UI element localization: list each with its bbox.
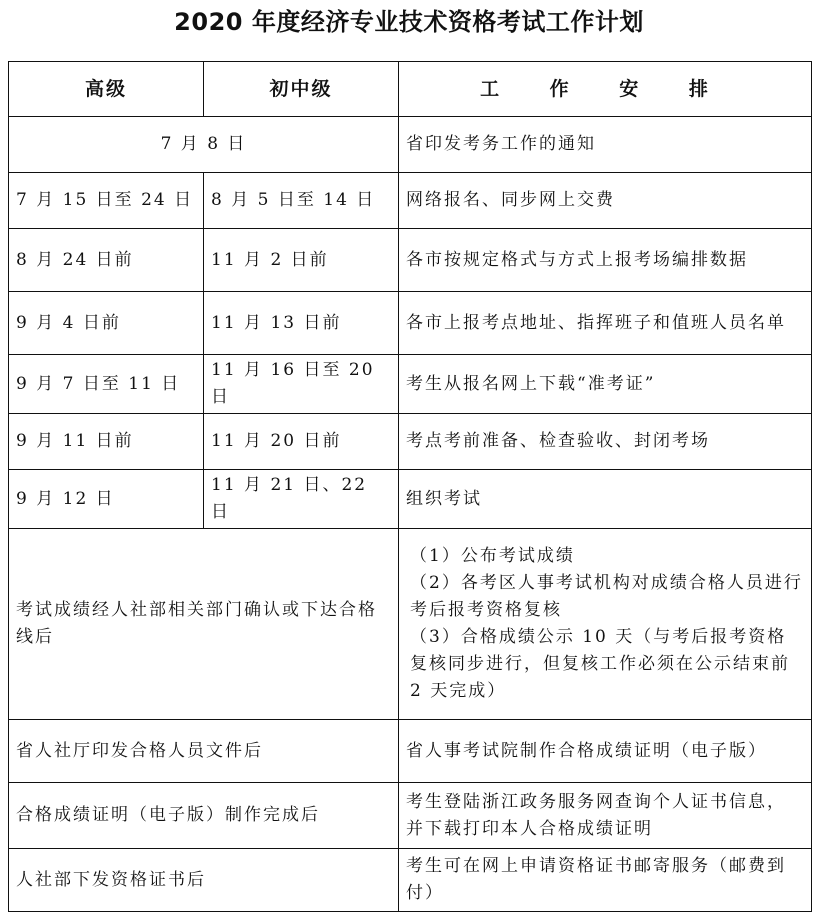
junior-date-cell: 11 月 20 日前 xyxy=(204,414,399,470)
table-row xyxy=(9,849,812,912)
arrangement-cell: 各市按规定格式与方式上报考场编排数据 xyxy=(399,229,812,292)
table-row xyxy=(9,470,812,529)
header-arrangement: 工 作 安 排 xyxy=(399,62,812,117)
arrangement-item: （1）公布考试成绩 xyxy=(410,546,575,566)
condition-cell: 考试成绩经人社部相关部门确认或下达合格线后 xyxy=(9,529,399,720)
table-row xyxy=(9,783,812,849)
table-row xyxy=(9,529,812,720)
senior-date-cell: 9 月 11 日前 xyxy=(9,414,204,470)
condition-cell: 省人社厅印发合格人员文件后 xyxy=(9,720,399,783)
senior-date-cell: 7 月 15 日至 24 日 xyxy=(9,173,204,229)
header-row xyxy=(9,62,812,117)
senior-date-cell: 9 月 7 日至 11 日 xyxy=(9,355,204,414)
arrangement-cell: 考生从报名网上下载“准考证” xyxy=(399,355,812,414)
page-title: 2020 年度经济专业技术资格考试工作计划 xyxy=(174,8,644,36)
arrangement-list-cell xyxy=(399,529,812,720)
table-row xyxy=(9,229,812,292)
condition-cell: 人社部下发资格证书后 xyxy=(9,849,399,912)
junior-date-cell: 11 月 13 日前 xyxy=(204,292,399,355)
schedule-table xyxy=(8,61,812,912)
senior-date-cell: 9 月 12 日 xyxy=(9,470,204,529)
arrangement-cell: 各市上报考点地址、指挥班子和值班人员名单 xyxy=(399,292,812,355)
junior-date-cell: 11 月 16 日至 20 日 xyxy=(204,355,399,414)
arrangement-cell: 考生可在网上申请资格证书邮寄服务（邮费到付） xyxy=(399,849,812,912)
junior-date-cell: 11 月 21 日、22 日 xyxy=(204,470,399,529)
table-row xyxy=(9,414,812,470)
arrangement-cell: 省印发考务工作的通知 xyxy=(399,117,812,173)
arrangement-cell: 考生登陆浙江政务服务网查询个人证书信息，并下载打印本人合格成绩证明 xyxy=(399,783,812,849)
senior-date-cell: 9 月 4 日前 xyxy=(9,292,204,355)
senior-date-cell: 8 月 24 日前 xyxy=(9,229,204,292)
arrangement-item: （2）各考区人事考试机构对成绩合格人员进行考后报考资格复核 xyxy=(410,573,803,620)
table-row xyxy=(9,292,812,355)
table-row xyxy=(9,720,812,783)
header-senior: 高级 xyxy=(9,62,204,117)
shared-date-cell: 7 月 8 日 xyxy=(9,117,399,173)
table-row xyxy=(9,173,812,229)
arrangement-cell: 省人事考试院制作合格成绩证明（电子版） xyxy=(399,720,812,783)
condition-cell: 合格成绩证明（电子版）制作完成后 xyxy=(9,783,399,849)
table-row xyxy=(9,117,812,173)
arrangement-item: （3）合格成绩公示 10 天（与考后报考资格复核同步进行，但复核工作必须在公示结束前 2 天完成） xyxy=(410,627,790,701)
arrangement-cell: 组织考试 xyxy=(399,470,812,529)
table-row xyxy=(9,355,812,414)
junior-date-cell: 11 月 2 日前 xyxy=(204,229,399,292)
arrangement-cell: 网络报名、同步网上交费 xyxy=(399,173,812,229)
header-junior: 初中级 xyxy=(204,62,399,117)
junior-date-cell: 8 月 5 日至 14 日 xyxy=(204,173,399,229)
arrangement-cell: 考点考前准备、检查验收、封闭考场 xyxy=(399,414,812,470)
